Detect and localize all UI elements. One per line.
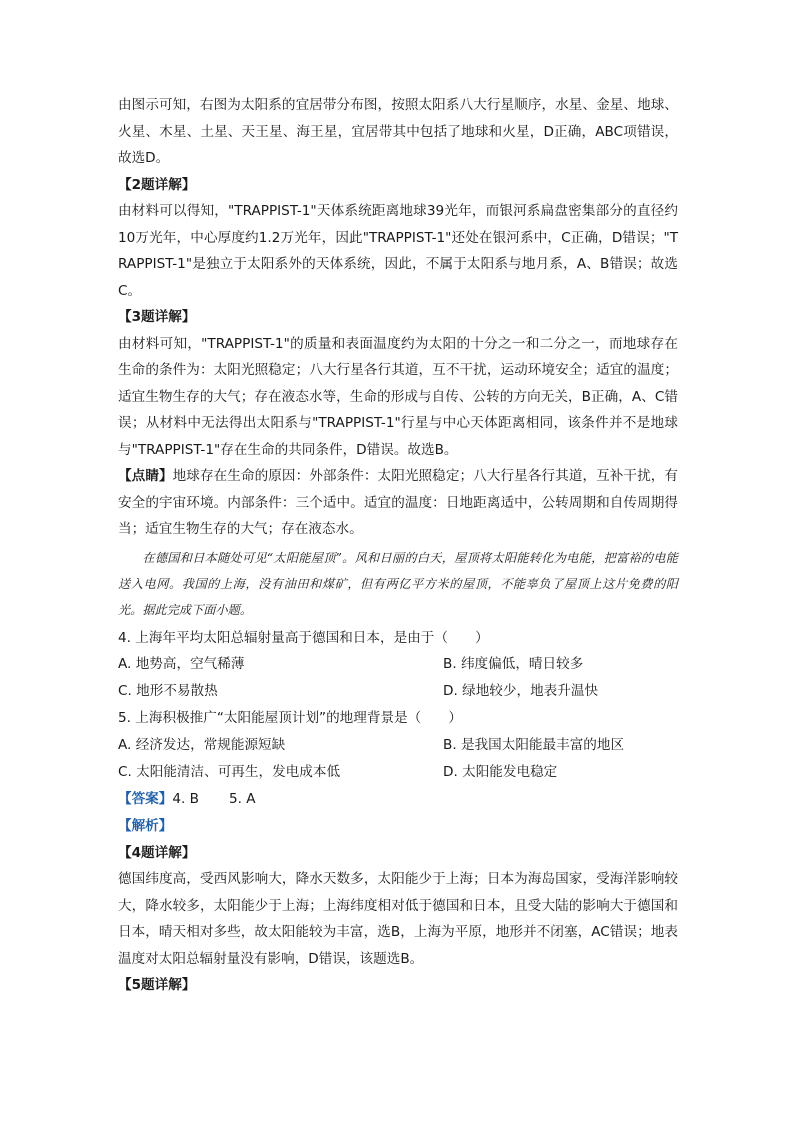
question-5-stem: 5. 上海积极推广“太阳能屋顶计划”的地理背景是（ ） — [118, 710, 463, 726]
question-5-options-row-1 — [118, 732, 678, 759]
question-5-option-a: A. 经济发达，常规能源短缺 — [118, 736, 286, 753]
question-4-option-a: A. 地势高，空气稀薄 — [118, 656, 245, 672]
document-content — [118, 92, 678, 999]
answer-5: 5. A — [229, 790, 256, 807]
q1-explanation-paragraph: 由图示可知，右图为太阳系的宜居带分布图，按照太阳系八大行星顺序，水星、金星、地球、火星、木星、土星、天王星、海王星，宜居带其中包括了地球和火星，D正确，ABC项错误，故选D。 — [118, 97, 678, 166]
q2-explanation-paragraph: 由材料可以得知，"TRAPPIST-1"天体系统距离地球39光年，而银河系扁盘密集部分的直径约10万光年，中心厚度约1.2万光年，因此"TRAPPIST-1"还处在银河系中，C正确，D错误；"TRAPPIST-1"是独立于太阳系外的天体系统，因此，不属于太阳系与地月系，A、B错误；故选C。 — [118, 203, 678, 299]
question-5-options-row-2 — [118, 759, 678, 786]
note-tag: 【点睛】 — [118, 468, 173, 484]
note-paragraph — [118, 463, 678, 543]
q3-explanation-heading: 【3题详解】 — [118, 309, 196, 325]
question-5-option-d: D. 太阳能发电稳定 — [443, 763, 558, 780]
question-4-options-row-1 — [118, 651, 678, 678]
q5-explanation-heading: 【5题详解】 — [118, 977, 196, 993]
question-5-option-c: C. 太阳能清洁、可再生，发电成本低 — [118, 763, 341, 780]
q3-explanation-paragraph: 由材料可知，"TRAPPIST-1"的质量和表面温度约为太阳的十分之一和二分之一，而地球存在生命的条件为：太阳光照稳定；八大行星各行其道，互不干扰，运动环境安全；适宜的温度；适宜生物生存的大气；存在液态水等，生命的形成与自传、公转的方向无关，B正确，A、C错误；从材料中无法得出太阳系与"TRAPPIST-1"行星与中心天体距离相同，该条件并不是地球与"TRAPPIST-1"存在生命的共同条件，D错误。故选B。 — [118, 335, 678, 458]
reading-material: 在德国和日本随处可见“太阳能屋顶”。风和日丽的白天，屋顶将太阳能转化为电能，把富裕的电能送入电网。我国的上海，没有油田和煤矿，但有两亿平方米的屋顶，不能辜负了屋顶上这片免费的阳光。据此完成下面小题。 — [118, 550, 678, 617]
question-4-options-row-2 — [118, 678, 678, 705]
q2-explanation-heading: 【2题详解】 — [118, 176, 196, 193]
question-5-option-b: B. 是我国太阳能最丰富的地区 — [443, 736, 625, 753]
question-4-option-d: D. 绿地较少，地表升温快 — [443, 683, 599, 699]
answer-line — [118, 786, 678, 813]
note-text: 地球存在生命的原因：外部条件：太阳光照稳定；八大行星各行其道，互补干扰，有安全的宇宙环境。内部条件：三个适中。适宜的温度：日地距离适中，公转周期和自传周期得当；适宜生物生存的大气；存在液态水。 — [118, 468, 678, 537]
analysis-tag: 【解析】 — [118, 817, 173, 834]
analysis-line — [118, 813, 678, 840]
q4-explanation-heading: 【4题详解】 — [118, 844, 196, 861]
question-4-stem: 4. 上海年平均太阳总辐射量高于德国和日本，是由于（ ） — [118, 629, 489, 646]
answer-4: 4. B — [172, 790, 199, 807]
question-4-option-b: B. 纬度偏低，晴日较多 — [443, 656, 584, 672]
answer-tag: 【答案】 — [118, 790, 173, 807]
q4-explanation-paragraph: 德国纬度高，受西风影响大，降水天数多，太阳能少于上海；日本为海岛国家，受海洋影响较大，降水较多，太阳能少于上海；上海纬度相对低于德国和日本，且受大陆的影响大于德国和日本，晴天相对多些，故太阳能较为丰富，选B，上海为平原，地形并不闭塞，AC错误；地表温度对太阳总辐射量没有影响，D错误，该题选B。 — [118, 871, 678, 967]
question-4-option-c: C. 地形不易散热 — [118, 683, 218, 699]
